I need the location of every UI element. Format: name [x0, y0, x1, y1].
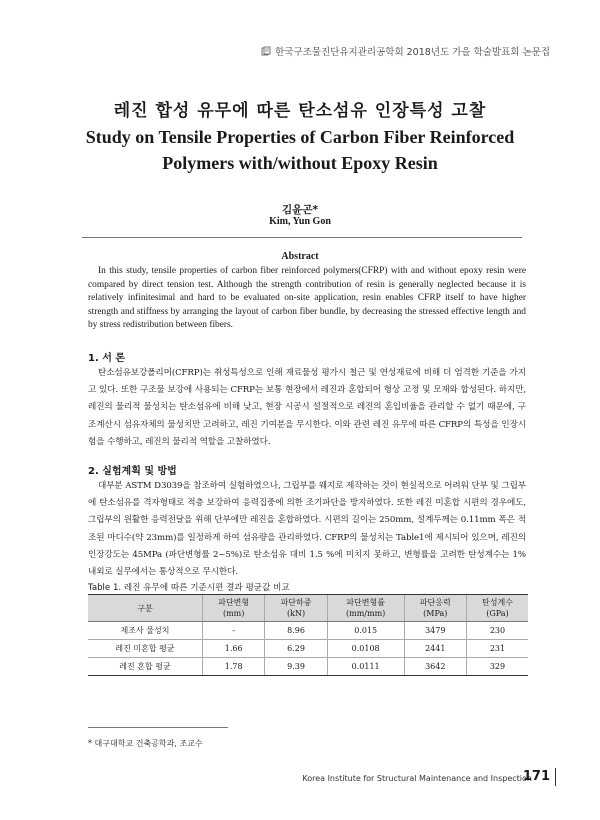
- header-rupture-deformation: 파단변형 (mm): [203, 595, 265, 622]
- table-cell: 레진 미혼합 평균: [88, 640, 203, 658]
- table-cell: 3479: [404, 622, 466, 640]
- table-cell: 329: [466, 658, 528, 676]
- table-cell: 1.78: [203, 658, 265, 676]
- table-cell: 0.0111: [327, 658, 404, 676]
- footer-divider: [555, 768, 556, 786]
- journal-name: 한국구조물진단유지관리공학회 2018년도 가을 학술발표회 논문집: [275, 47, 550, 58]
- header-rupture-load: 파단하중 (kN): [265, 595, 327, 622]
- table-cell: 9.39: [265, 658, 327, 676]
- author-affiliation-footnote: * 대구대학교 건축공학과, 조교수: [88, 739, 203, 748]
- table-row: [88, 622, 528, 640]
- title-english: Study on Tensile Properties of Carbon Fiber Reinforced Polymers with/without Epoxy Resin: [85, 127, 515, 173]
- title-divider: [82, 237, 522, 238]
- table-cell: 2441: [404, 640, 466, 658]
- section-2-body: 대부분 ASTM D3039을 참조하여 실험하였으나, 그립부를 웨지로 제작하는 것이 현실적으로 어려워 단부 및 그립부에 탄소섬유를 격자형태로 적층 보강하여 응력집중에 의한 조기파단을 방지하였다. 또한 레진 미혼합 시편의 경우에도, 그립부의 원활한 응력전달을 위해 단부에만 레진을 혼합하였다. 시편의 길이는 250mm, 설계두께는 0.11mm 폭은 적조된 마디수(약 23mm)를 일정하게 하여 섬유량을 관리하였다. CFRP의 물성치는 Table1에 제시되어 있으며, 레진의 인장강도는 45MPa (파단변형률 2~5%)로 탄소섬유 대비 1.5 %에 미치지 못하고, 변형률을 고려한 탄성계수는 1% 내외로 실무에서는 통상적으로 무시한다.: [88, 481, 526, 578]
- table-header-row: [88, 595, 528, 622]
- table-cell: 8.96: [265, 622, 327, 640]
- author-english: Kim, Yun Gon: [269, 216, 331, 227]
- table-cell: 1.66: [203, 640, 265, 658]
- table-cell: 6.29: [265, 640, 327, 658]
- author-korean: 김윤곤*: [282, 204, 318, 216]
- footer-publisher: Korea Institute for Structural Maintenance and Inspection: [302, 774, 532, 783]
- abstract-body: In this study, tensile properties of carbon fiber reinforced polymers(CFRP) with and without epoxy resin were compared by direct tension test. Although the strength contribution of resin is generally neglected because it is relatively infinitesimal and hard to be evaluated on-site application, resin enables CFRP itself to have higher strength and stiffness by arranging the layout of carbon fiber bundle, by decreasing the stressed effective length and by stress redistribution between fibers.: [88, 266, 526, 331]
- header-rupture-stress: 파단응력 (MPa): [404, 595, 466, 622]
- table-cell: 3642: [404, 658, 466, 676]
- table-row: [88, 640, 528, 658]
- abstract-heading: Abstract: [281, 251, 319, 262]
- table-row: [88, 658, 528, 676]
- section-1-heading: 1. 서 론: [88, 353, 126, 364]
- page-number: 171: [522, 769, 550, 784]
- section-2-heading: 2. 실험계획 및 방법: [88, 466, 177, 477]
- document-stack-icon: [261, 46, 271, 56]
- table-cell: 231: [466, 640, 528, 658]
- footnote-divider: [88, 727, 228, 728]
- table-cell: 제조사 물성치: [88, 622, 203, 640]
- header-elastic-modulus: 탄성계수 (GPa): [466, 595, 528, 622]
- journal-header: [261, 44, 550, 58]
- table-cell: 레진 혼합 평균: [88, 658, 203, 676]
- header-rupture-strain: 파단변형률 (mm/mm): [327, 595, 404, 622]
- section-1-body: 탄소섬유보강폴리머(CFRP)는 취성특성으로 인해 재료물성 평가시 철근 및 연성재료에 비해 더 엄격한 기준을 가지고 있다. 또한 구조물 보강에 사용되는 CFRP는 보통 현장에서 레진과 혼합되어 형상 고정 및 모재와 합성된다. 하지만, 레진의 물리적 물성치는 탄소섬유에 비해 낮고, 현장 시공시 설절적으로 레진의 혼입비율을 관리할 수 없기 때문에, 구조계산시 섬유자체의 물성치만 고려하고, 레진 기여분을 무시한다. 이와 관련 레진 유무에 따른 CFRP의 특성을 인장시험을 수행하고, 레진의 물리적 역할을 고찰하였다.: [88, 368, 526, 447]
- table-cell: 0.015: [327, 622, 404, 640]
- header-category: 구분: [88, 595, 203, 622]
- table-cell: -: [203, 622, 265, 640]
- table-caption: Table 1. 레진 유무에 따른 기준시편 결과 평균값 비교: [88, 583, 290, 593]
- title-korean: 레진 합성 유무에 따른 탄소섬유 인장특성 고찰: [113, 101, 487, 121]
- table-cell: 0.0108: [327, 640, 404, 658]
- table-cell: 230: [466, 622, 528, 640]
- results-table: [88, 594, 528, 676]
